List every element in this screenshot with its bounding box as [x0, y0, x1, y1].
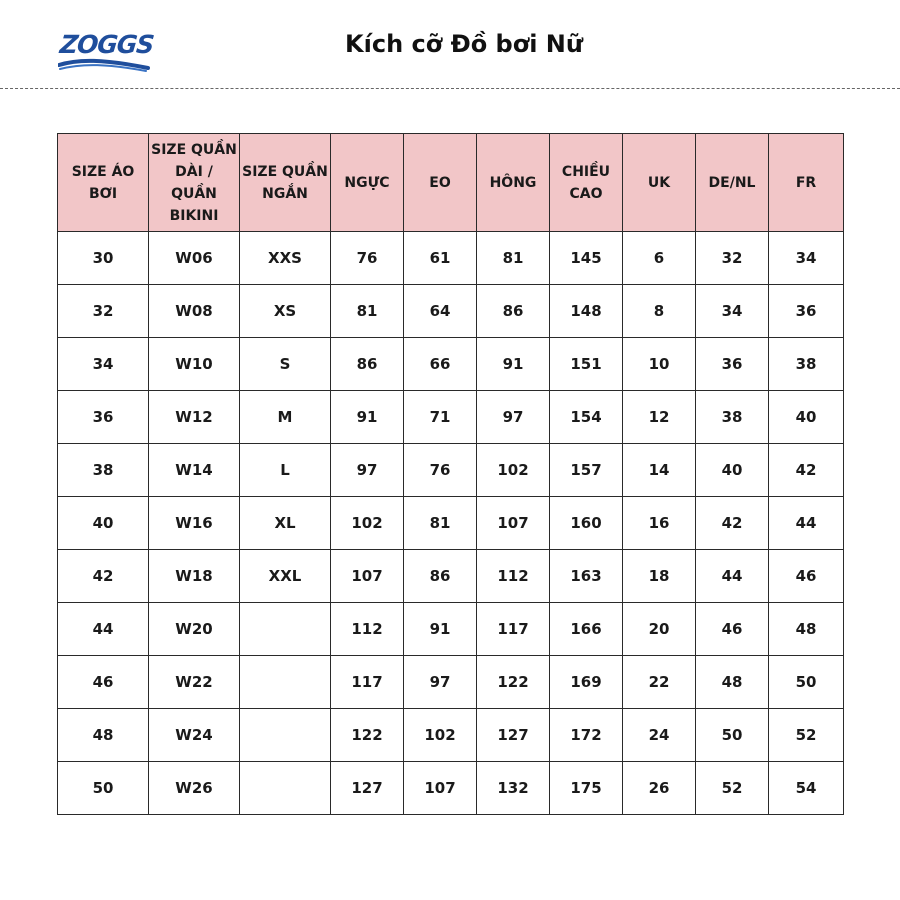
table-cell: 40 — [696, 444, 769, 497]
table-cell: 12 — [623, 391, 696, 444]
column-header: HÔNG — [477, 134, 550, 232]
table-cell: 34 — [696, 285, 769, 338]
table-cell: 42 — [58, 550, 149, 603]
table-cell: 8 — [623, 285, 696, 338]
table-cell: 127 — [331, 762, 404, 815]
table-cell: W06 — [149, 232, 240, 285]
table-cell: 50 — [769, 656, 844, 709]
table-row — [58, 550, 844, 603]
table-cell: 48 — [769, 603, 844, 656]
table-cell: M — [240, 391, 331, 444]
table-cell: W20 — [149, 603, 240, 656]
table-cell: 107 — [404, 762, 477, 815]
table-cell: 76 — [331, 232, 404, 285]
table-cell: 86 — [404, 550, 477, 603]
table-cell: 66 — [404, 338, 477, 391]
table-cell: 97 — [404, 656, 477, 709]
table-cell: XXS — [240, 232, 331, 285]
table-cell: 157 — [550, 444, 623, 497]
table-cell: 102 — [404, 709, 477, 762]
table-cell: 50 — [696, 709, 769, 762]
column-header: SIZE ÁO BƠI — [58, 134, 149, 232]
table-cell — [240, 603, 331, 656]
table-cell: 91 — [404, 603, 477, 656]
table-cell: 10 — [623, 338, 696, 391]
table-cell: 127 — [477, 709, 550, 762]
table-row — [58, 444, 844, 497]
column-header: EO — [404, 134, 477, 232]
table-cell: XS — [240, 285, 331, 338]
table-cell: 172 — [550, 709, 623, 762]
table-cell: 148 — [550, 285, 623, 338]
table-cell: 132 — [477, 762, 550, 815]
table-cell: 36 — [769, 285, 844, 338]
table-cell: W16 — [149, 497, 240, 550]
table-cell: W10 — [149, 338, 240, 391]
table-row — [58, 391, 844, 444]
table-cell: 71 — [404, 391, 477, 444]
table-cell: 18 — [623, 550, 696, 603]
table-cell: 76 — [404, 444, 477, 497]
column-header: SIZE QUẦN NGẮN — [240, 134, 331, 232]
table-cell: 97 — [477, 391, 550, 444]
table-cell: 24 — [623, 709, 696, 762]
table-cell: 107 — [477, 497, 550, 550]
table-cell: 50 — [58, 762, 149, 815]
column-header: UK — [623, 134, 696, 232]
table-cell: 54 — [769, 762, 844, 815]
table-cell — [240, 709, 331, 762]
table-cell: 151 — [550, 338, 623, 391]
table-cell: 32 — [58, 285, 149, 338]
table-cell: S — [240, 338, 331, 391]
table-cell: W24 — [149, 709, 240, 762]
table-cell: 14 — [623, 444, 696, 497]
table-cell: 36 — [58, 391, 149, 444]
table-cell: 6 — [623, 232, 696, 285]
table-cell: 40 — [58, 497, 149, 550]
table-cell: 52 — [696, 762, 769, 815]
table-cell: 97 — [331, 444, 404, 497]
table-cell: 102 — [477, 444, 550, 497]
table-cell: 44 — [696, 550, 769, 603]
table-cell: 61 — [404, 232, 477, 285]
column-header: SIZE QUẦN DÀI / QUẦN BIKINI — [149, 134, 240, 232]
table-cell: 16 — [623, 497, 696, 550]
table-row — [58, 709, 844, 762]
table-cell: 81 — [404, 497, 477, 550]
table-cell: W12 — [149, 391, 240, 444]
table-cell: 34 — [769, 232, 844, 285]
table-cell: 48 — [696, 656, 769, 709]
table-cell: W26 — [149, 762, 240, 815]
table-cell: 163 — [550, 550, 623, 603]
table-cell: 42 — [696, 497, 769, 550]
table-cell: 46 — [58, 656, 149, 709]
column-header: CHIỀU CAO — [550, 134, 623, 232]
logo-wordmark: ZOGGS — [58, 30, 155, 59]
table-cell: 22 — [623, 656, 696, 709]
table-cell: 44 — [58, 603, 149, 656]
table-cell: W14 — [149, 444, 240, 497]
table-cell: 169 — [550, 656, 623, 709]
table-cell: 145 — [550, 232, 623, 285]
table-cell: 112 — [331, 603, 404, 656]
table-row — [58, 656, 844, 709]
table-cell: 40 — [769, 391, 844, 444]
table-cell: 26 — [623, 762, 696, 815]
table-cell — [240, 762, 331, 815]
table-cell: 81 — [477, 232, 550, 285]
table-cell: 48 — [58, 709, 149, 762]
table-row — [58, 603, 844, 656]
table-cell: 91 — [477, 338, 550, 391]
table-cell: 30 — [58, 232, 149, 285]
column-header: FR — [769, 134, 844, 232]
table-row — [58, 338, 844, 391]
table-cell: W18 — [149, 550, 240, 603]
table-cell: 20 — [623, 603, 696, 656]
table-cell: 102 — [331, 497, 404, 550]
table-cell: 38 — [769, 338, 844, 391]
table-cell: 160 — [550, 497, 623, 550]
table-cell: 32 — [696, 232, 769, 285]
table-cell: 154 — [550, 391, 623, 444]
page-title: Kích cỡ Đồ bơi Nữ — [345, 30, 583, 58]
table-row — [58, 497, 844, 550]
table-cell: 91 — [331, 391, 404, 444]
column-header: DE/NL — [696, 134, 769, 232]
table-cell: 52 — [769, 709, 844, 762]
table-cell: 122 — [477, 656, 550, 709]
table-cell: 175 — [550, 762, 623, 815]
logo-wave-icon — [58, 56, 150, 74]
table-cell: 46 — [769, 550, 844, 603]
table-cell: 107 — [331, 550, 404, 603]
table-cell: 112 — [477, 550, 550, 603]
size-table — [57, 133, 844, 815]
table-cell: 38 — [696, 391, 769, 444]
table-cell: 86 — [331, 338, 404, 391]
table-body — [58, 232, 844, 815]
table-cell: 64 — [404, 285, 477, 338]
table-row — [58, 232, 844, 285]
table-cell: 166 — [550, 603, 623, 656]
table-cell: 46 — [696, 603, 769, 656]
table-cell: W22 — [149, 656, 240, 709]
table-cell: 117 — [477, 603, 550, 656]
dashed-divider — [0, 88, 900, 89]
table-cell: XL — [240, 497, 331, 550]
table-cell: W08 — [149, 285, 240, 338]
table-cell: 117 — [331, 656, 404, 709]
table-cell: 44 — [769, 497, 844, 550]
table-row — [58, 762, 844, 815]
table-cell: L — [240, 444, 331, 497]
table-cell: 38 — [58, 444, 149, 497]
table-cell: XXL — [240, 550, 331, 603]
table-header-row — [58, 134, 844, 232]
table-cell: 42 — [769, 444, 844, 497]
column-header: NGỰC — [331, 134, 404, 232]
table-cell: 86 — [477, 285, 550, 338]
table-cell: 81 — [331, 285, 404, 338]
table-cell: 34 — [58, 338, 149, 391]
table-row — [58, 285, 844, 338]
table-cell — [240, 656, 331, 709]
table-cell: 122 — [331, 709, 404, 762]
table-cell: 36 — [696, 338, 769, 391]
